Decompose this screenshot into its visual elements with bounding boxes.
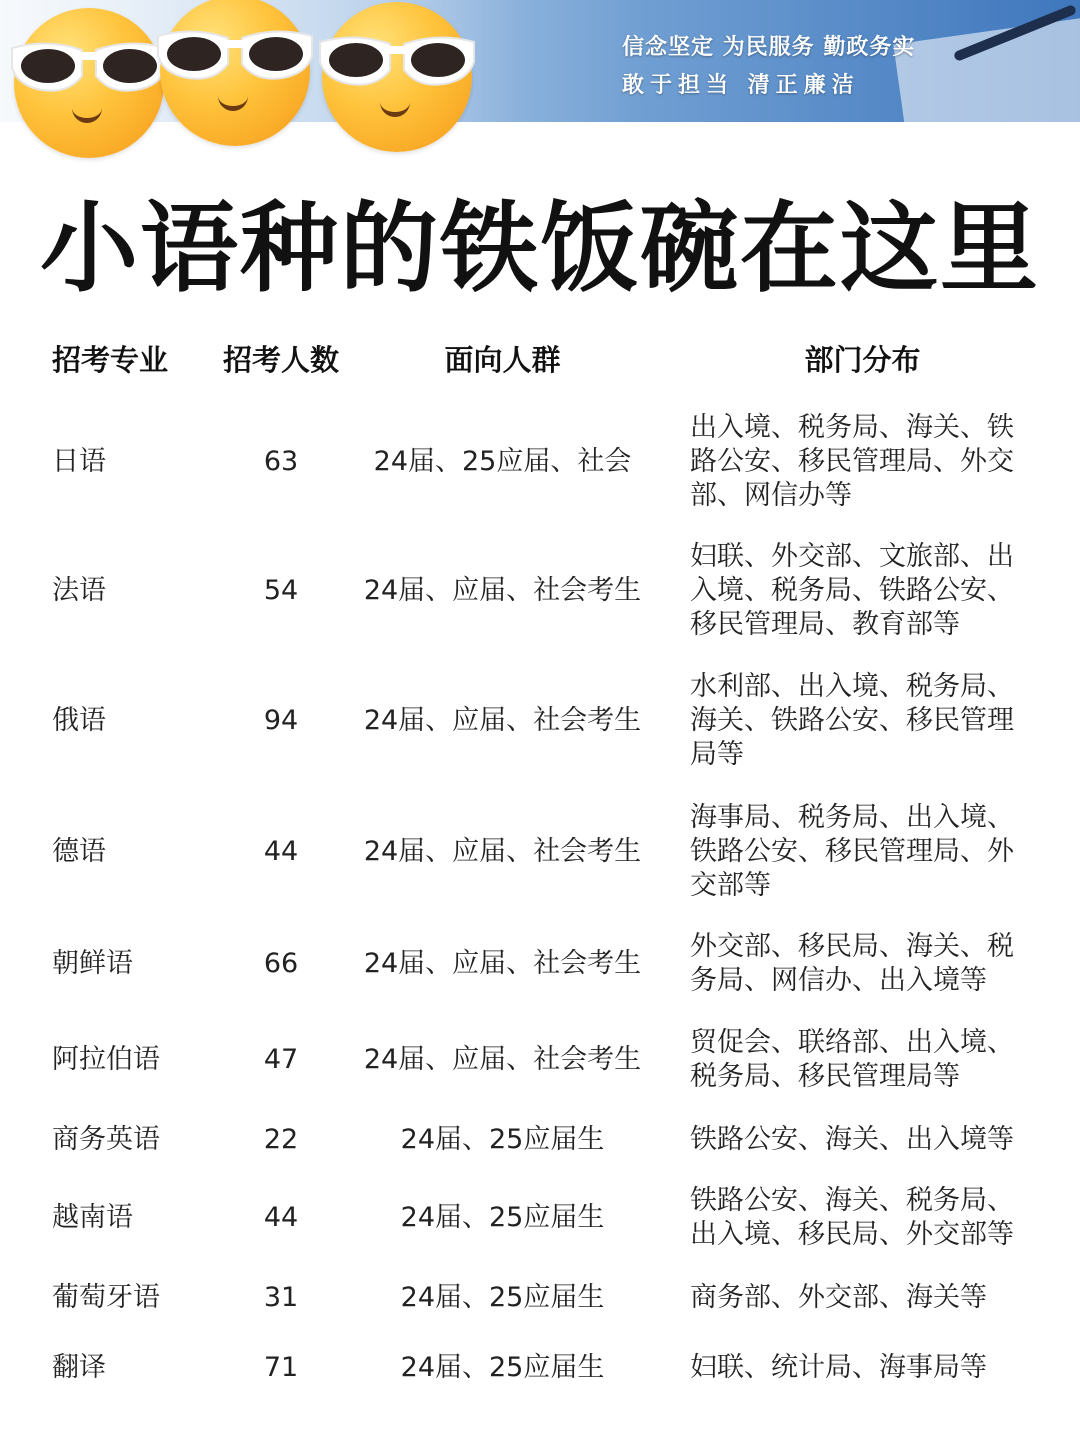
cell-major: 俄语 [52,705,106,736]
cell-departments: 妇联、外交部、文旅部、出入境、税务局、铁路公安、移民管理局、教育部等 [690,541,1014,640]
sunglasses-icon [154,22,316,88]
cell-major: 越南语 [52,1202,133,1233]
cell-target: 24届、应届、社会考生 [363,948,642,979]
smile-mouth [380,98,410,117]
cell-major: 法语 [52,575,106,606]
cell-departments: 海事局、税务局、出入境、铁路公安、移民管理局、外交部等 [690,802,1014,901]
cell-count: 44 [263,836,299,867]
cell-target: 24届、25应届、社会 [373,446,632,477]
cell-departments: 出入境、税务局、海关、铁路公安、移民管理局、外交部、网信办等 [690,412,1014,511]
page-title: 小语种的铁饭碗在这里 [39,192,1040,306]
cell-target: 24届、25应届生 [400,1282,605,1313]
cell-target: 24届、应届、社会考生 [363,1044,642,1075]
header-departments: 部门分布 [804,343,921,377]
paper-decoration [893,17,1080,122]
cell-departments: 妇联、统计局、海事局等 [690,1352,987,1383]
sunglasses-icon [8,34,170,100]
cell-major: 日语 [52,446,106,477]
cell-major: 朝鲜语 [52,948,133,979]
sunglasses-emoji-icon [160,0,310,146]
cell-departments: 贸促会、联络部、出入境、税务局、移民管理局等 [690,1027,1014,1092]
cell-departments: 外交部、移民局、海关、税务局、网信办、出入境等 [690,931,1014,996]
header-major: 招考专业 [52,343,169,377]
sunglasses-icon [316,28,478,94]
cell-departments: 铁路公安、海关、出入境等 [690,1124,1014,1155]
cell-departments: 铁路公安、海关、税务局、出入境、移民局、外交部等 [690,1185,1014,1250]
cell-target: 24届、25应届生 [400,1202,605,1233]
cell-major: 翻译 [52,1352,106,1383]
cell-count: 47 [263,1044,299,1075]
banner-slogan-line2: 敢于担当 清正廉洁 [622,73,860,98]
cell-count: 31 [263,1282,299,1313]
header-target: 面向人群 [444,343,561,377]
cell-target: 24届、应届、社会考生 [363,836,642,867]
cell-target: 24届、25应届生 [400,1352,605,1383]
smile-mouth [72,104,102,123]
cell-departments: 水利部、出入境、税务局、海关、铁路公安、移民管理局等 [690,671,1014,770]
smile-mouth [218,92,248,111]
banner-slogan-line1: 信念坚定 为民服务 勤政务实 [622,35,916,60]
cell-count: 66 [263,948,299,979]
cell-target: 24届、应届、社会考生 [363,705,642,736]
cell-major: 葡萄牙语 [52,1282,160,1313]
cell-count: 71 [263,1352,299,1383]
cell-major: 阿拉伯语 [52,1044,160,1075]
cell-count: 22 [263,1124,299,1155]
sunglasses-emoji-icon [322,2,472,152]
cell-count: 63 [263,446,299,477]
cell-major: 商务英语 [52,1124,160,1155]
cell-major: 德语 [52,836,106,867]
cell-target: 24届、应届、社会考生 [363,575,642,606]
sunglasses-emoji-icon [14,8,164,158]
cell-count: 44 [263,1202,299,1233]
cell-count: 54 [263,575,299,606]
header-count: 招考人数 [222,343,339,377]
cell-departments: 商务部、外交部、海关等 [690,1282,987,1313]
cell-target: 24届、25应届生 [400,1124,605,1155]
cell-count: 94 [263,705,299,736]
